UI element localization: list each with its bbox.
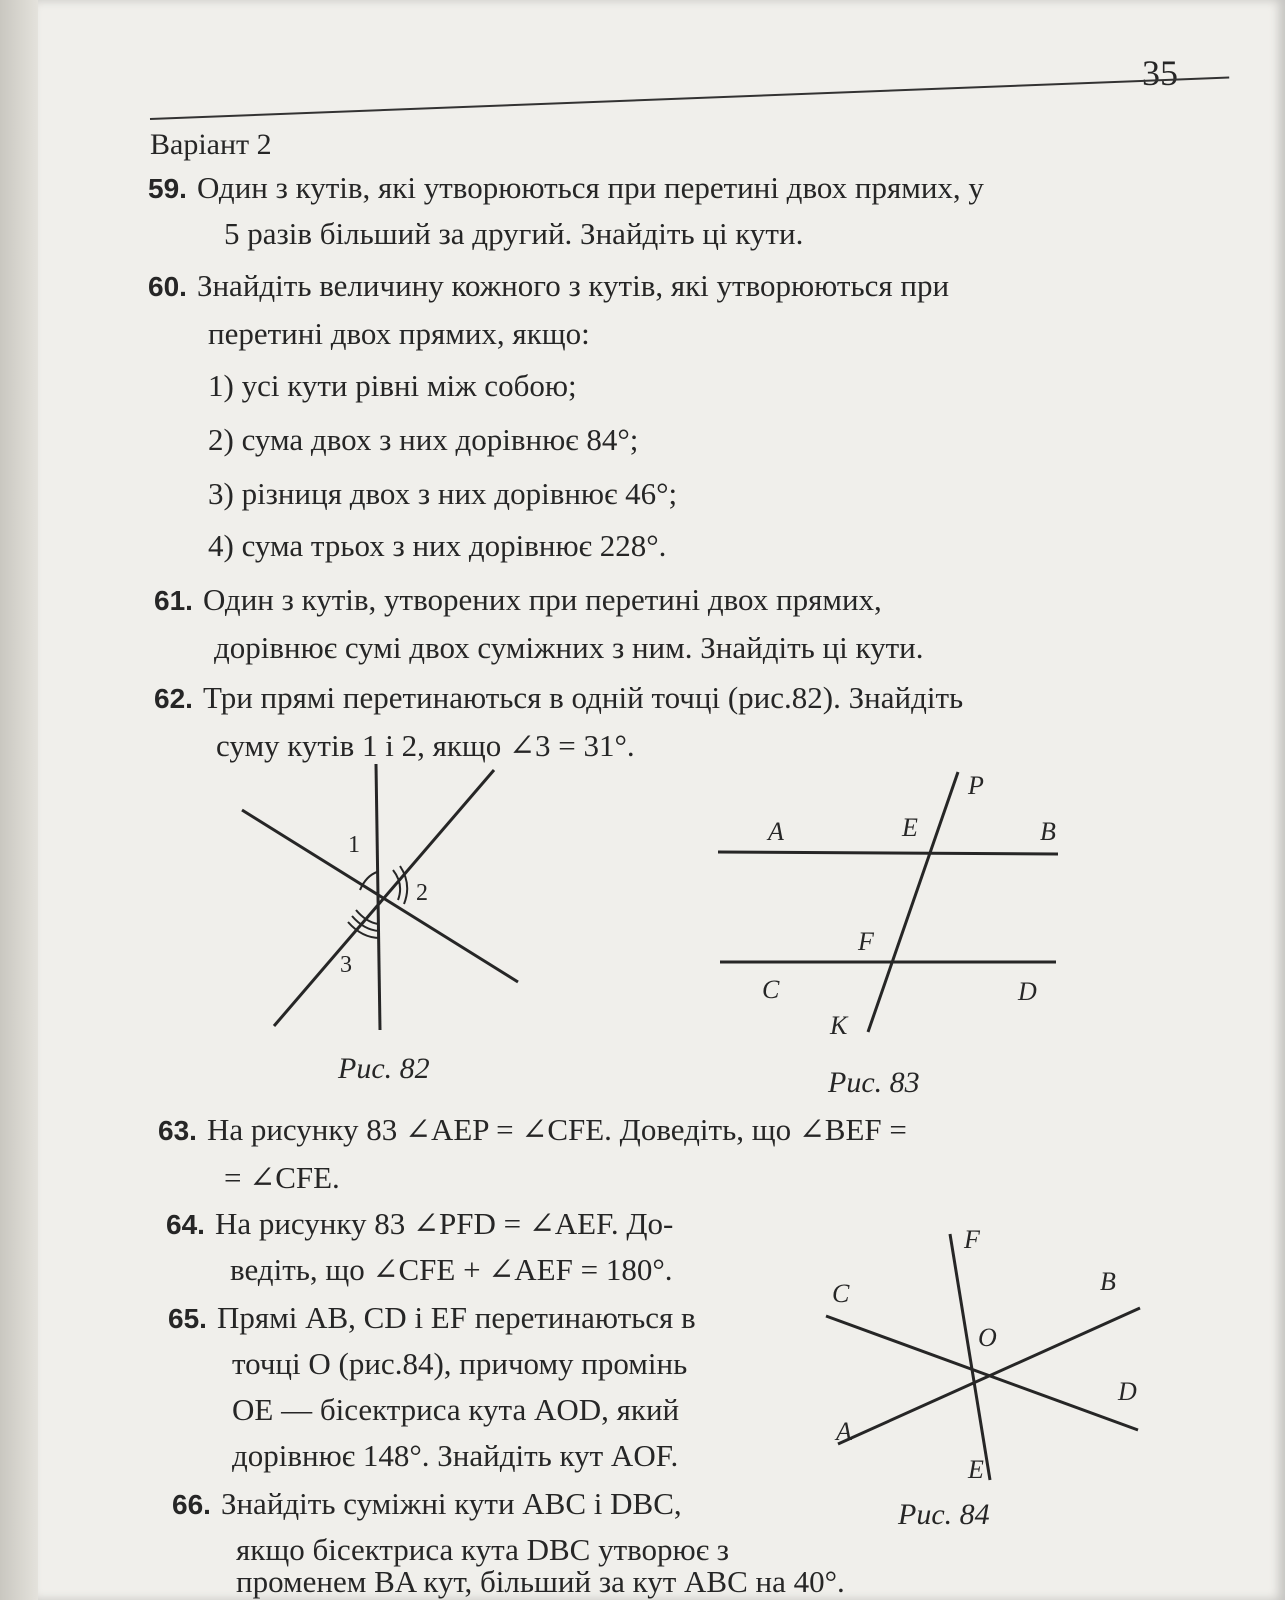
fig83-line-AB xyxy=(718,852,1058,854)
fig84-label-O: O xyxy=(978,1323,997,1352)
problem-text: На рисунку 83 ∠AEP = ∠CFE. Доведіть, що ∠BEF = xyxy=(206,1112,907,1147)
variant-title: Варіант 2 xyxy=(150,128,272,161)
fig82-label-2: 2 xyxy=(416,880,428,906)
problem-62-line-2: суму кутів 1 і 2, якщо ∠3 = 31°. xyxy=(216,728,635,763)
problem-number: 65. xyxy=(168,1303,207,1334)
header-rule xyxy=(150,77,1229,120)
fig83-label-A: A xyxy=(768,817,784,846)
fig82-ascending-line xyxy=(274,770,494,1026)
problem-59-line-1 xyxy=(148,170,984,206)
fig83-label-P: P xyxy=(968,771,984,800)
problem-text: Один з кутів, утворених при перетині двох прямих, xyxy=(202,582,882,617)
fig83-label-C: C xyxy=(762,975,780,1004)
problem-59-line-2: 5 разів більший за другий. Знайдіть ці кути. xyxy=(224,216,804,251)
problem-number: 66. xyxy=(172,1489,211,1520)
figure-82 xyxy=(238,760,558,1040)
problem-65-line-2: точці O (рис.84), причому промінь xyxy=(232,1346,688,1381)
problem-text: Знайдіть суміжні кути ABC і DBC, xyxy=(220,1486,682,1521)
fig83-label-D: D xyxy=(1018,977,1037,1006)
problem-text: Знайдіть величину кожного з кутів, які утворюються при xyxy=(196,268,950,303)
problem-text: Один з кутів, які утворюються при перетині двох прямих, у xyxy=(196,170,984,205)
fig82-label-3: 3 xyxy=(340,952,352,978)
problem-66-line-2: якщо бісектриса кута DBC утворює з xyxy=(236,1532,730,1567)
problem-number: 60. xyxy=(148,271,187,302)
fig83-label-E: E xyxy=(902,813,918,842)
problem-number: 63. xyxy=(158,1115,197,1146)
problem-number: 59. xyxy=(148,173,187,204)
fig84-label-C: C xyxy=(832,1279,850,1308)
problem-60-line-2: перетині двох прямих, якщо: xyxy=(208,316,590,351)
problem-64-line-2: ведіть, що ∠CFE + ∠AEF = 180°. xyxy=(230,1252,673,1287)
fig83-label-B: B xyxy=(1040,817,1056,846)
book-page xyxy=(38,0,1285,1600)
fig82-label-1: 1 xyxy=(348,832,360,858)
fig84-label-B: B xyxy=(1100,1267,1116,1296)
problem-66-line-1 xyxy=(172,1486,682,1522)
figure-83 xyxy=(718,770,1058,1050)
problem-65-line-3: OE — бісектриса кута AOD, який xyxy=(232,1392,680,1427)
problem-text: Прямі AB, CD і EF перетинаються в xyxy=(216,1300,696,1335)
problem-63-line-1 xyxy=(158,1112,907,1148)
problem-64-line-1 xyxy=(166,1206,673,1242)
fig82-caption: Рис. 82 xyxy=(338,1052,430,1085)
problem-60-line-1 xyxy=(148,268,949,304)
problem-63-line-2: = ∠CFE. xyxy=(224,1160,340,1195)
fig84-label-D: D xyxy=(1118,1377,1137,1406)
page-number: 35 xyxy=(1142,53,1178,93)
fig83-caption: Рис. 83 xyxy=(828,1066,920,1099)
problem-65-line-1 xyxy=(168,1300,696,1336)
problem-66-line-3: променем BA кут, більший за кут ABC на 40°. xyxy=(236,1564,845,1599)
problem-60-item-2: 2) сума двох з них дорівнює 84°; xyxy=(208,422,639,457)
problem-text: На рисунку 83 ∠PFD = ∠AEF. До- xyxy=(214,1206,674,1241)
problem-60-item-4: 4) сума трьох з них дорівнює 228°. xyxy=(208,528,667,563)
fig83-label-F: F xyxy=(858,927,874,956)
fig84-label-F: F xyxy=(964,1230,980,1254)
fig84-label-E: E xyxy=(968,1455,984,1484)
problem-61-line-2: дорівнює сумі двох суміжних з ним. Знайдіть ці кути. xyxy=(214,630,924,665)
problem-60-item-3: 3) різниця двох з них дорівнює 46°; xyxy=(208,476,678,511)
problem-60-item-1: 1) усі кути рівні між собою; xyxy=(208,368,577,403)
problem-text: Три прямі перетинаються в одній точці (рис.82). Знайдіть xyxy=(202,680,964,715)
fig84-label-A: A xyxy=(836,1417,852,1446)
fig83-line-PK xyxy=(868,772,958,1032)
fig84-caption: Рис. 84 xyxy=(898,1498,990,1531)
fig84-line-EF xyxy=(950,1234,990,1480)
problem-62-line-1 xyxy=(154,680,963,716)
problem-61-line-1 xyxy=(154,582,882,618)
fig83-label-K: K xyxy=(830,1011,848,1040)
problem-number: 62. xyxy=(154,683,193,714)
figure-84 xyxy=(818,1230,1148,1490)
page-edge xyxy=(0,0,38,1600)
problem-65-line-4: дорівнює 148°. Знайдіть кут AOF. xyxy=(232,1438,679,1473)
problem-number: 61. xyxy=(154,585,193,616)
problem-number: 64. xyxy=(166,1209,205,1240)
